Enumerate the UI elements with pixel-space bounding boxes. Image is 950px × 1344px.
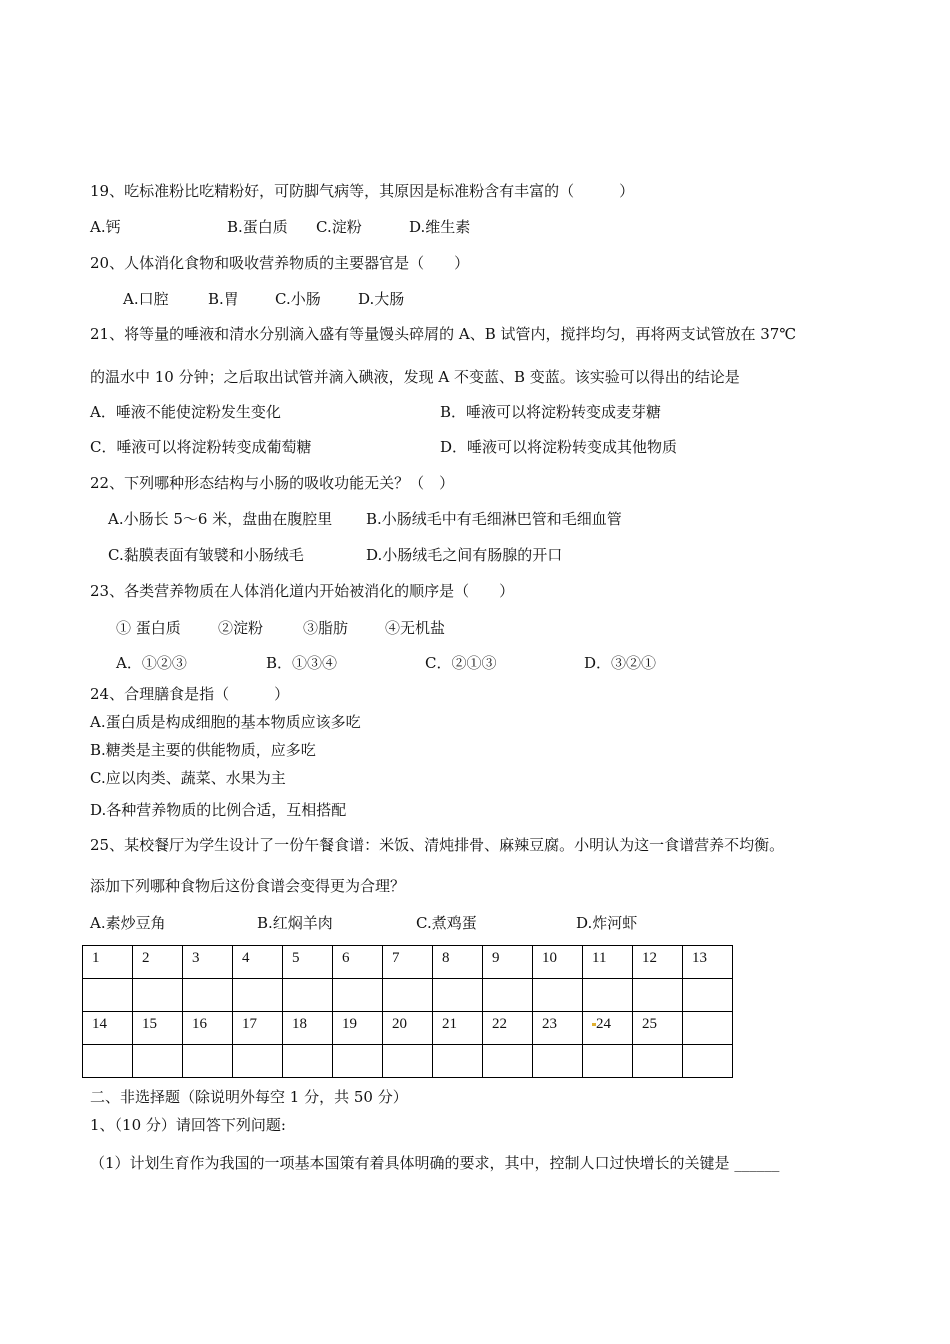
- answer-number-cell: 15: [133, 1012, 183, 1045]
- question-22-stem: 22、下列哪种形态结构与小肠的吸收功能无关？（ ）: [90, 474, 455, 492]
- q24-option-c: C.应以肉类、蔬菜、水果为主: [90, 769, 286, 787]
- q23-item-4: ④无机盐: [385, 619, 446, 637]
- answer-number-cell: 17: [233, 1012, 283, 1045]
- q19-option-c: C.淀粉: [316, 218, 362, 236]
- answer-number-cell: 9: [483, 946, 533, 979]
- answer-blank-cell[interactable]: [83, 1045, 133, 1078]
- q23-item-2: ②淀粉: [218, 619, 264, 637]
- q21-option-a: A．唾液不能使淀粉发生变化: [90, 403, 281, 421]
- answer-number-cell: 11: [583, 946, 633, 979]
- q22-option-c: C.黏膜表面有皱襞和小肠绒毛: [108, 546, 304, 564]
- q20-option-a: A.口腔: [123, 290, 169, 308]
- answer-table-number-row-2: [83, 1012, 733, 1045]
- answer-table-blank-row-1: [83, 979, 733, 1012]
- answer-blank-cell[interactable]: [533, 979, 583, 1012]
- answer-blank-cell[interactable]: [633, 979, 683, 1012]
- answer-blank-cell[interactable]: [433, 979, 483, 1012]
- answer-number-cell: 4: [233, 946, 283, 979]
- q21-option-c: C．唾液可以将淀粉转变成葡萄糖: [90, 438, 312, 456]
- question-24-stem: 24、合理膳食是指（ ）: [90, 685, 290, 703]
- answer-number-cell: 24: [596, 1016, 611, 1032]
- q24-option-d: D.各种营养物质的比例合适，互相搭配: [90, 801, 347, 819]
- answer-number-cell: [683, 1012, 733, 1045]
- answer-blank-cell[interactable]: [83, 979, 133, 1012]
- answer-number-cell: 12: [633, 946, 683, 979]
- answer-blank-cell[interactable]: [383, 979, 433, 1012]
- q22-option-a: A.小肠长 5～6 米，盘曲在腹腔里: [108, 510, 333, 528]
- q23-option-d: D．③②①: [584, 654, 657, 672]
- question-23-stem: 23、各类营养物质在人体消化道内开始被消化的顺序是（ ）: [90, 582, 515, 600]
- question-25-stem-line1: 25、某校餐厅为学生设计了一份午餐食谱：米饭、清炖排骨、麻辣豆腐。小明认为这一食谱营养不均衡。: [90, 836, 785, 854]
- answer-blank-cell[interactable]: [483, 1045, 533, 1078]
- question-20-stem: 20、人体消化食物和吸收营养物质的主要器官是（ ）: [90, 254, 470, 272]
- section-2-heading: 二、非选择题（除说明外每空 1 分，共 50 分）: [90, 1088, 408, 1106]
- answer-table-number-row-1: [83, 946, 733, 979]
- q23-option-c: C．②①③: [425, 654, 497, 672]
- q21-option-d: D．唾液可以将淀粉转变成其他物质: [440, 438, 678, 456]
- q22-option-b: B.小肠绒毛中有毛细淋巴管和毛细血管: [366, 510, 622, 528]
- question-21-stem-line2: 的温水中 10 分钟；之后取出试管并滴入碘液，发现 A 不变蓝、B 变蓝。该实验可以得出的结论是: [90, 368, 740, 386]
- answer-number-cell: 10: [533, 946, 583, 979]
- answer-blank-cell[interactable]: [133, 979, 183, 1012]
- q19-option-b: B.蛋白质: [227, 218, 288, 236]
- q24-option-a: A.蛋白质是构成细胞的基本物质应该多吃: [90, 713, 361, 731]
- answer-blank-cell[interactable]: [283, 1045, 333, 1078]
- q20-option-d: D.大肠: [358, 290, 405, 308]
- answer-number-cell: 1: [83, 946, 133, 979]
- section-2-question-1-part-1: （1）计划生育作为我国的一项基本国策有着具体明确的要求，其中，控制人口过快增长的关键是 ______: [90, 1154, 780, 1172]
- q24-option-b: B.糖类是主要的供能物质，应多吃: [90, 741, 316, 759]
- question-25-stem-line2: 添加下列哪种食物后这份食谱会变得更为合理？: [90, 877, 406, 895]
- q19-option-a: A.钙: [90, 218, 121, 236]
- q23-item-3: ③脂肪: [303, 619, 349, 637]
- answer-blank-cell[interactable]: [233, 1045, 283, 1078]
- answer-number-cell: 14: [83, 1012, 133, 1045]
- answer-table: [82, 945, 733, 1078]
- answer-number-cell: 2: [133, 946, 183, 979]
- answer-table-blank-row-2: [83, 1045, 733, 1078]
- answer-number-cell-24: [583, 1012, 633, 1045]
- answer-number-cell: 16: [183, 1012, 233, 1045]
- answer-number-cell: 18: [283, 1012, 333, 1045]
- answer-blank-cell[interactable]: [183, 979, 233, 1012]
- answer-blank-cell[interactable]: [333, 979, 383, 1012]
- section-2-question-1: 1、（10 分）请回答下列问题:: [90, 1116, 286, 1134]
- answer-blank-cell[interactable]: [233, 979, 283, 1012]
- q22-option-d: D.小肠绒毛之间有肠腺的开口: [366, 546, 563, 564]
- answer-number-cell: 13: [683, 946, 733, 979]
- answer-number-cell: 23: [533, 1012, 583, 1045]
- q25-option-b: B.红焖羊肉: [257, 914, 333, 932]
- answer-blank-cell[interactable]: [583, 1045, 633, 1078]
- q20-option-c: C.小肠: [275, 290, 321, 308]
- answer-blank-cell[interactable]: [683, 979, 733, 1012]
- question-21-stem-line1: 21、将等量的唾液和清水分别滴入盛有等量馒头碎屑的 A、B 试管内，搅拌均匀，再将两支试管放在 37℃: [90, 325, 797, 343]
- q19-option-d: D.维生素: [409, 218, 471, 236]
- answer-blank-cell[interactable]: [333, 1045, 383, 1078]
- answer-number-cell: 25: [633, 1012, 683, 1045]
- answer-blank-cell[interactable]: [483, 979, 533, 1012]
- question-19-stem: 19、吃标准粉比吃精粉好，可防脚气病等，其原因是标准粉含有丰富的（ ）: [90, 182, 635, 200]
- answer-blank-cell[interactable]: [183, 1045, 233, 1078]
- answer-number-cell: 20: [383, 1012, 433, 1045]
- answer-number-cell: 5: [283, 946, 333, 979]
- q21-option-b: B．唾液可以将淀粉转变成麦芽糖: [440, 403, 662, 421]
- answer-blank-cell[interactable]: [583, 979, 633, 1012]
- answer-number-cell: 7: [383, 946, 433, 979]
- answer-blank-cell[interactable]: [383, 1045, 433, 1078]
- answer-number-cell: 22: [483, 1012, 533, 1045]
- q23-option-a: A．①②③: [116, 654, 187, 672]
- q25-option-c: C.煮鸡蛋: [416, 914, 477, 932]
- q20-option-b: B.胃: [208, 290, 239, 308]
- answer-blank-cell[interactable]: [283, 979, 333, 1012]
- answer-blank-cell[interactable]: [133, 1045, 183, 1078]
- q25-option-a: A.素炒豆角: [90, 914, 166, 932]
- answer-blank-cell[interactable]: [683, 1045, 733, 1078]
- q23-item-1: ① 蛋白质: [116, 619, 181, 637]
- answer-number-cell: 3: [183, 946, 233, 979]
- answer-number-cell: 21: [433, 1012, 483, 1045]
- answer-number-cell: 8: [433, 946, 483, 979]
- q23-option-b: B．①③④: [266, 654, 338, 672]
- answer-blank-cell[interactable]: [633, 1045, 683, 1078]
- answer-blank-cell[interactable]: [433, 1045, 483, 1078]
- q25-option-d: D.炸河虾: [576, 914, 638, 932]
- answer-number-cell: 6: [333, 946, 383, 979]
- answer-number-cell: 19: [333, 1012, 383, 1045]
- answer-blank-cell[interactable]: [533, 1045, 583, 1078]
